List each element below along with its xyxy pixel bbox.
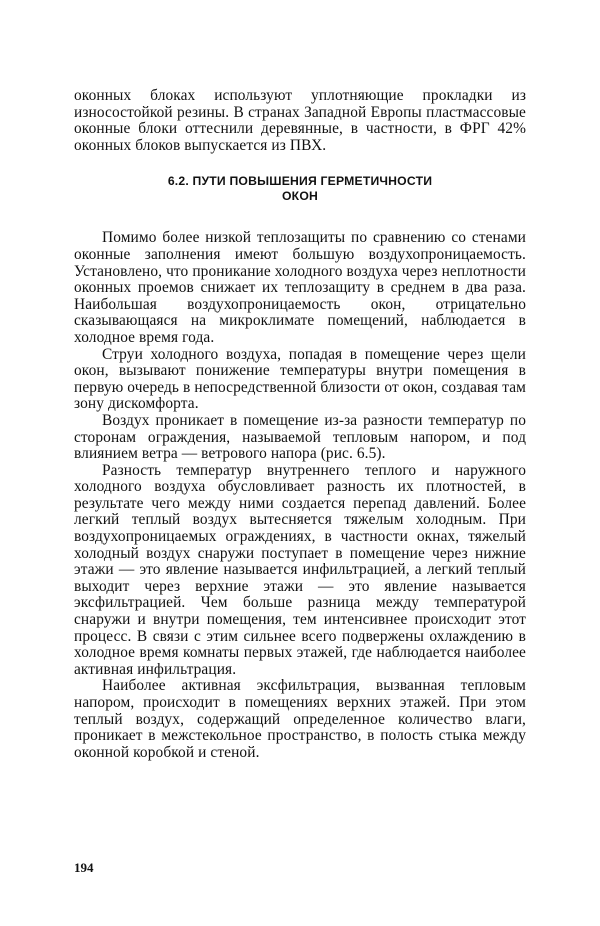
paragraph-4: Разность температур внутреннего теплого и наружного холодного воздуха обусловливает разность их плотностей, в результате чего между ними создается перепад давлений. Более легкий теплый воздух вытесняется тяжелым холодным. При воздухопроницаемых ограждениях, в частности окнах, тяжелый холодный воздух снаружи поступает в помещение через нижние этажи — это явление называется инфильтрацией, а легкий теплый выходит через верхние этажи — это явление называется эксфильтрацией. Чем больше разница между температурой снаружи и внутри помещения, тем интенсивнее происходит этот процесс. В связи с этим сильнее всего подвержены охлаждению в холодное время комнаты первых этажей, где наблюдается наиболее активная инфильтрация. (74, 461, 526, 678)
page-number: 194 (74, 860, 94, 875)
section-heading-line-2: ОКОН (282, 189, 318, 204)
paragraph-3: Воздух проникает в помещение из-за разности температур по сторонам ограждения, называемой тепловым напором, и под влиянием ветра — ветрового напора (рис. 6.5). (74, 411, 526, 463)
section-heading (74, 174, 526, 204)
paragraph-5: Наиболее активная эксфильтрация, вызванная тепловым напором, происходит в помещениях верхних этажей. При этом теплый воздух, содержащий определенное количество влаги, проникает в межстекольное пространство, в полость стыка между оконной коробкой и стеной. (74, 677, 526, 761)
intro-paragraph: оконных блоках используют уплотняющие прокладки из износостойкой резины. В странах Западной Европы пластмассовые оконные блоки оттеснили деревянные, в частности, в ФРГ 42% оконных блоков выпускается из ПВХ. (74, 87, 526, 154)
page-body (74, 88, 526, 761)
paragraph-1: Помимо более низкой теплозащиты по сравнению со стенами оконные заполнения имеют большую воздухопроницаемость. Установлено, что проникание холодного воздуха через неплотности оконных проемов снижает их теплозащиту в среднем в два раза. Наибольшая воздухопроницаемость окон, отрицательно сказывающаяся на микроклимате помещений, наблюдается в холодное время года. (74, 229, 526, 346)
section-heading-line-1: 6.2. ПУТИ ПОВЫШЕНИЯ ГЕРМЕТИЧНОСТИ (167, 174, 433, 189)
paragraph-2: Струи холодного воздуха, попадая в помещение через щели окон, вызывают понижение температуры внутри помещения в первую очередь в непосредственной близости от окон, создавая там зону дискомфорта. (74, 345, 526, 413)
